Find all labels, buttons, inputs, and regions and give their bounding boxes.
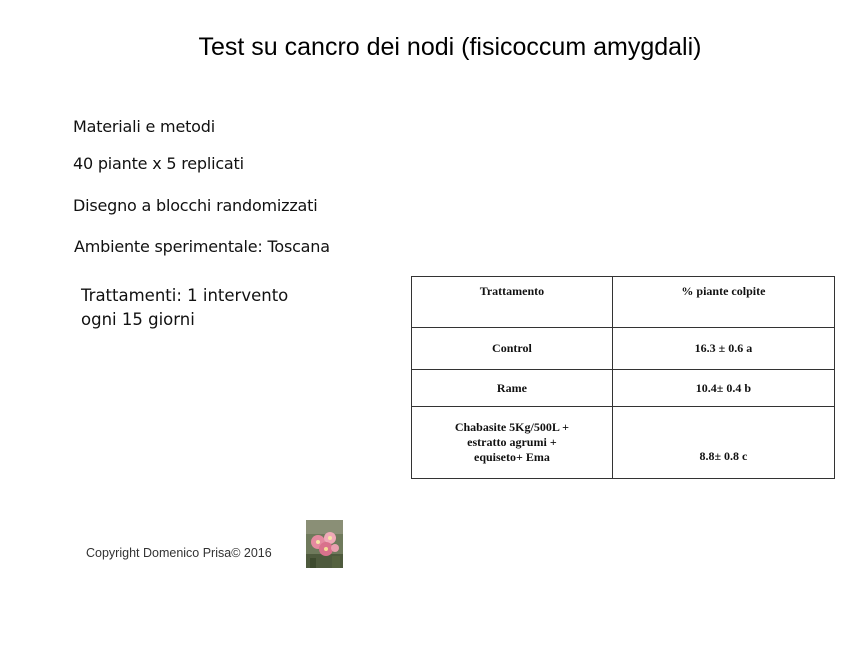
table-row <box>412 407 835 479</box>
section-materials-methods: Materiali e metodi <box>73 117 215 136</box>
cell-treatment <box>412 407 613 479</box>
cell-treatment: Rame <box>412 370 613 407</box>
treatments-line-2: ogni 15 giorni <box>81 310 195 329</box>
treatment-line: estratto agrumi + <box>467 435 557 449</box>
treatment-line: Chabasite 5Kg/500L + <box>454 420 570 434</box>
plants-replicates-text: 40 piante x 5 replicati <box>73 154 244 173</box>
header-treatment: Trattamento <box>412 277 613 328</box>
cell-value: 16.3 ± 0.6 a <box>612 328 834 370</box>
table-row <box>412 370 835 407</box>
results-table <box>411 276 835 479</box>
cell-value: 8.8± 0.8 c <box>612 407 834 479</box>
treatments-line-1: Trattamenti: 1 intervento <box>81 286 289 305</box>
table-header-row <box>412 277 835 328</box>
table-row <box>412 328 835 370</box>
cell-treatment: Control <box>412 328 613 370</box>
flower-photo <box>306 520 343 568</box>
environment-text: Ambiente sperimentale: Toscana <box>74 237 330 256</box>
header-percent-affected: % piante colpite <box>612 277 834 328</box>
treatments-text <box>81 284 351 332</box>
treatment-line: equiseto+ Ema <box>474 450 550 464</box>
cell-value: 10.4± 0.4 b <box>612 370 834 407</box>
experimental-design-text: Disegno a blocchi randomizzati <box>73 196 318 215</box>
slide-title: Test su cancro dei nodi (fisicoccum amygdali) <box>198 33 702 61</box>
copyright-text: Copyright Domenico Prisa© 2016 <box>86 546 272 560</box>
